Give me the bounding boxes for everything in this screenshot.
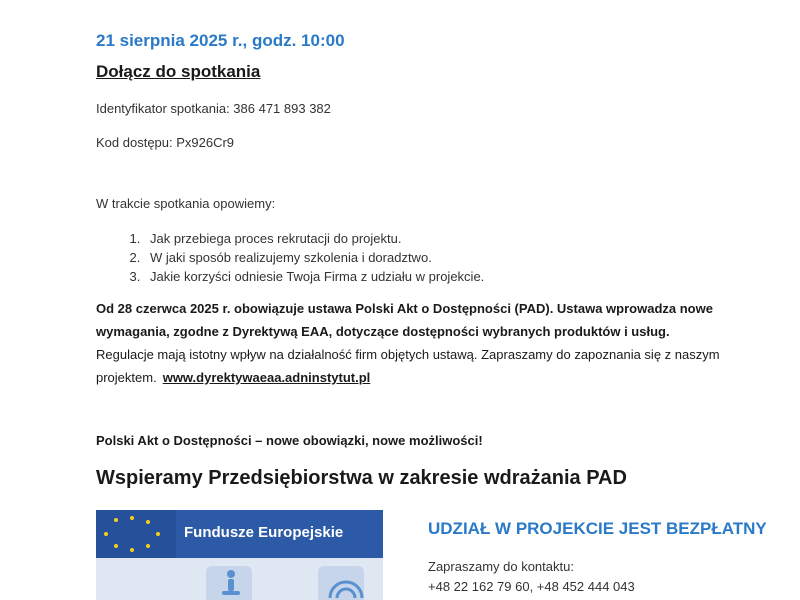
pad-subtitle: Polski Akt o Dostępności – nowe obowiązki, nowe możliwości!: [96, 433, 483, 448]
agenda-list: [96, 229, 484, 286]
contact-label: Zapraszamy do kontaktu:: [428, 559, 574, 574]
eu-stars-icon: [96, 510, 176, 558]
funds-banner: [96, 510, 383, 600]
pad-normal-text: Regulacje mają istotny wpływ na działalność firm objętych ustawą. Zapraszamy do zapoznania się z naszym projektem.: [96, 347, 720, 385]
meeting-date: 21 sierpnia 2025 r., godz. 10:00: [96, 31, 345, 50]
banner-label: Fundusze Europejskie: [184, 524, 344, 541]
agenda-intro: W trakcie spotkania opowiemy:: [96, 196, 276, 211]
list-item: 1. Jak przebiega proces rekrutacji do projektu.: [144, 229, 484, 248]
access-code: Kod dostępu: Px926Cr9: [96, 135, 235, 150]
project-website-link[interactable]: www.dyrektywaeaa.adninstytut.pl: [162, 370, 371, 385]
list-item: 2. W jaki sposób realizujemy szkolenia i doradztwo.: [144, 248, 484, 267]
main-heading: Wspieramy Przedsiębiorstwa w zakresie wdrażania PAD: [96, 467, 627, 489]
pad-paragraph: [96, 297, 726, 389]
contact-phones: +48 22 162 79 60, +48 452 444 043: [428, 579, 635, 594]
free-participation-notice: UDZIAŁ W PROJEKCIE JEST BEZPŁATNY: [428, 519, 767, 538]
wave-icon: [326, 572, 366, 600]
accessibility-icon: [218, 568, 244, 598]
join-meeting-link[interactable]: Dołącz do spotkania: [96, 62, 261, 81]
list-item: 3. Jakie korzyści odniesie Twoja Firma z udziału w projekcie.: [144, 267, 484, 286]
pad-bold-text: Od 28 czerwca 2025 r. obowiązuje ustawa Polski Akt o Dostępności (PAD). Ustawa wprowadza nowe wymagania, zgodne z Dyrektywą EAA, dotyczące dostępności wybranych produktów i usług.: [96, 301, 713, 339]
meeting-id: Identyfikator spotkania: 386 471 893 382: [96, 101, 331, 116]
